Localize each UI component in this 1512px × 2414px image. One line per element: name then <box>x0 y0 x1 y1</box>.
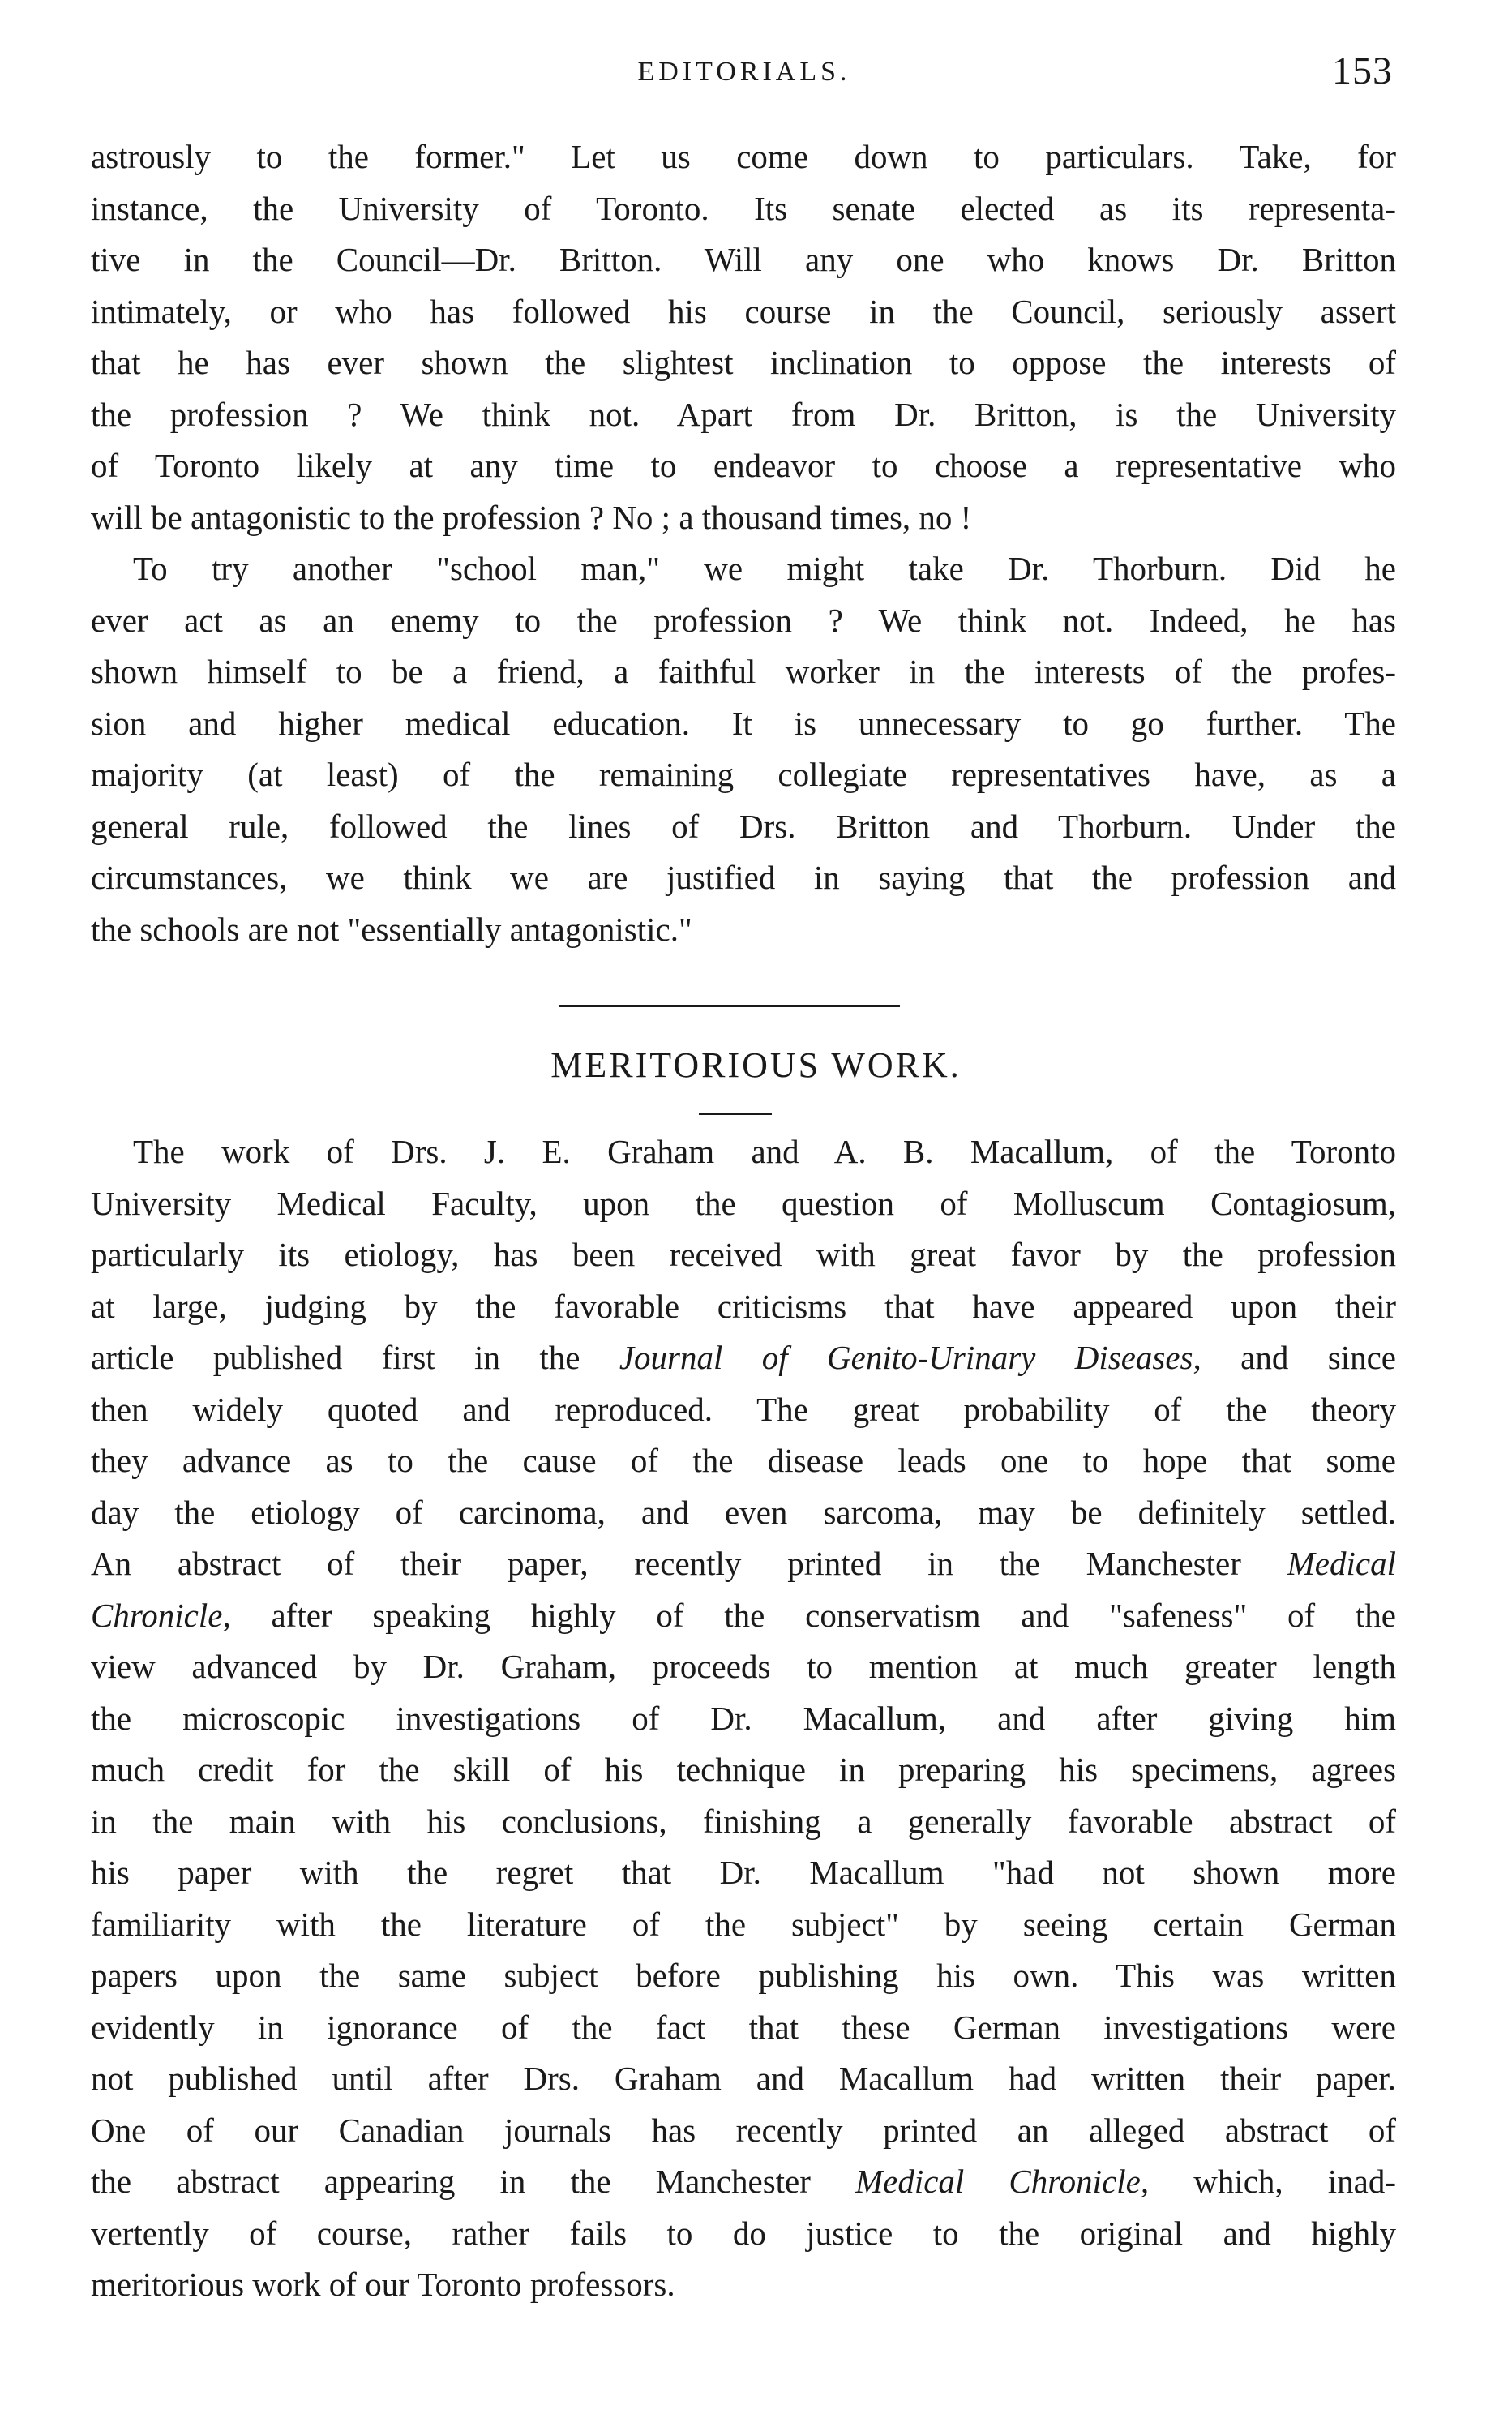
journal-title: Medical <box>1287 1545 1396 1582</box>
page-number: 153 <box>1332 49 1393 92</box>
text-line: they advance as to the cause of the disease leads one to hope that some <box>91 1442 1396 1479</box>
heading-underline <box>699 1113 772 1115</box>
running-header <box>96 49 1393 114</box>
text-line <box>91 1590 1396 1642</box>
text-line: shown himself to be a friend, a faithful worker in the interests of the profes- <box>91 653 1396 690</box>
journal-title: Chronicle, <box>91 1596 231 1634</box>
text-line: then widely quoted and reproduced. The great probability of the theory <box>91 1390 1396 1428</box>
text-line: his paper with the regret that Dr. Macallum "had not shown more <box>91 1854 1396 1891</box>
text-segment: which, inad- <box>1193 2163 1396 2200</box>
text-line: particularly its etiology, has been received with great favor by the profession <box>91 1236 1396 1273</box>
text-segment: after speaking highly of the conservatism and "safeness" of the <box>271 1596 1396 1634</box>
running-title: EDITORIALS. <box>637 57 851 87</box>
text-line: vertently of course, rather fails to do justice to the original and highly <box>91 2214 1396 2252</box>
text-line: intimately, or who has followed his course in the Council, seriously assert <box>91 292 1396 330</box>
text-line: instance, the University of Toronto. Its senate elected as its representa- <box>91 189 1396 227</box>
editorial-continuation <box>91 131 1396 955</box>
text-line: circumstances, we think we are justified in saying that the profession and <box>91 859 1396 896</box>
journal-title: Journal of Genito-Urinary Diseases, <box>619 1339 1201 1376</box>
text-line: ever act as an enemy to the profession ? We think not. Indeed, he has <box>91 601 1396 639</box>
text-line: much credit for the skill of his technique in preparing his specimens, agrees <box>91 1751 1396 1788</box>
text-line: general rule, followed the lines of Drs. Britton and Thorburn. Under the <box>91 807 1396 845</box>
text-line: One of our Canadian journals has recently printed an alleged abstract of <box>91 2111 1396 2149</box>
text-line <box>91 1538 1396 1590</box>
text-line: view advanced by Dr. Graham, proceeds to mention at much greater length <box>91 1648 1396 1685</box>
text-line: evidently in ignorance of the fact that these German investigations were <box>91 2008 1396 2046</box>
text-line: sion and higher medical education. It is unnecessary to go further. The <box>91 704 1396 742</box>
text-line: not published until after Drs. Graham and Macallum had written their paper. <box>91 2060 1396 2097</box>
text-line: will be antagonistic to the profession ? No ; a thousand times, no ! <box>91 498 972 536</box>
text-segment: An abstract of their paper, recently printed in the Manchester <box>91 1545 1241 1582</box>
text-line: meritorious work of our Toronto professors. <box>91 2266 675 2303</box>
section-heading: MERITORIOUS WORK. <box>550 1045 962 1085</box>
text-line: familiarity with the literature of the subject" by seeing certain German <box>91 1905 1396 1943</box>
text-line: To try another "school man," we might take Dr. Thorburn. Did he <box>133 550 1396 587</box>
text-line <box>91 2156 1396 2208</box>
section-divider <box>559 1005 900 1007</box>
text-segment: and since <box>1240 1339 1396 1376</box>
text-segment: the abstract appearing in the Manchester <box>91 2163 811 2200</box>
text-line: papers upon the same subject before publishing his own. This was written <box>91 1957 1396 1994</box>
text-line: astrously to the former." Let us come down to particulars. Take, for <box>91 138 1396 175</box>
text-line: tive in the Council—Dr. Britton. Will any one who knows Dr. Britton <box>91 241 1396 278</box>
text-line: the schools are not "essentially antagonistic." <box>91 910 692 948</box>
text-line: University Medical Faculty, upon the question of Molluscum Contagiosum, <box>91 1184 1396 1222</box>
meritorious-work-article <box>91 1126 1396 2311</box>
text-line: of Toronto likely at any time to endeavor to choose a representative who <box>91 447 1396 484</box>
text-line: majority (at least) of the remaining collegiate representatives have, as a <box>91 756 1396 793</box>
text-line <box>91 1332 1396 1384</box>
text-line: at large, judging by the favorable criticisms that have appeared upon their <box>91 1287 1396 1325</box>
text-line: that he has ever shown the slightest inclination to oppose the interests of <box>91 344 1396 381</box>
text-line: day the etiology of carcinoma, and even sarcoma, may be definitely settled. <box>91 1493 1396 1531</box>
text-line: the microscopic investigations of Dr. Macallum, and after giving him <box>91 1699 1396 1737</box>
text-line: The work of Drs. J. E. Graham and A. B. Macallum, of the Toronto <box>133 1133 1396 1170</box>
journal-title: Medical Chronicle, <box>855 2163 1150 2200</box>
text-line: the profession ? We think not. Apart from Dr. Britton, is the University <box>91 395 1396 433</box>
text-segment: article published first in the <box>91 1339 580 1376</box>
text-line: in the main with his conclusions, finishing a generally favorable abstract of <box>91 1802 1396 1840</box>
